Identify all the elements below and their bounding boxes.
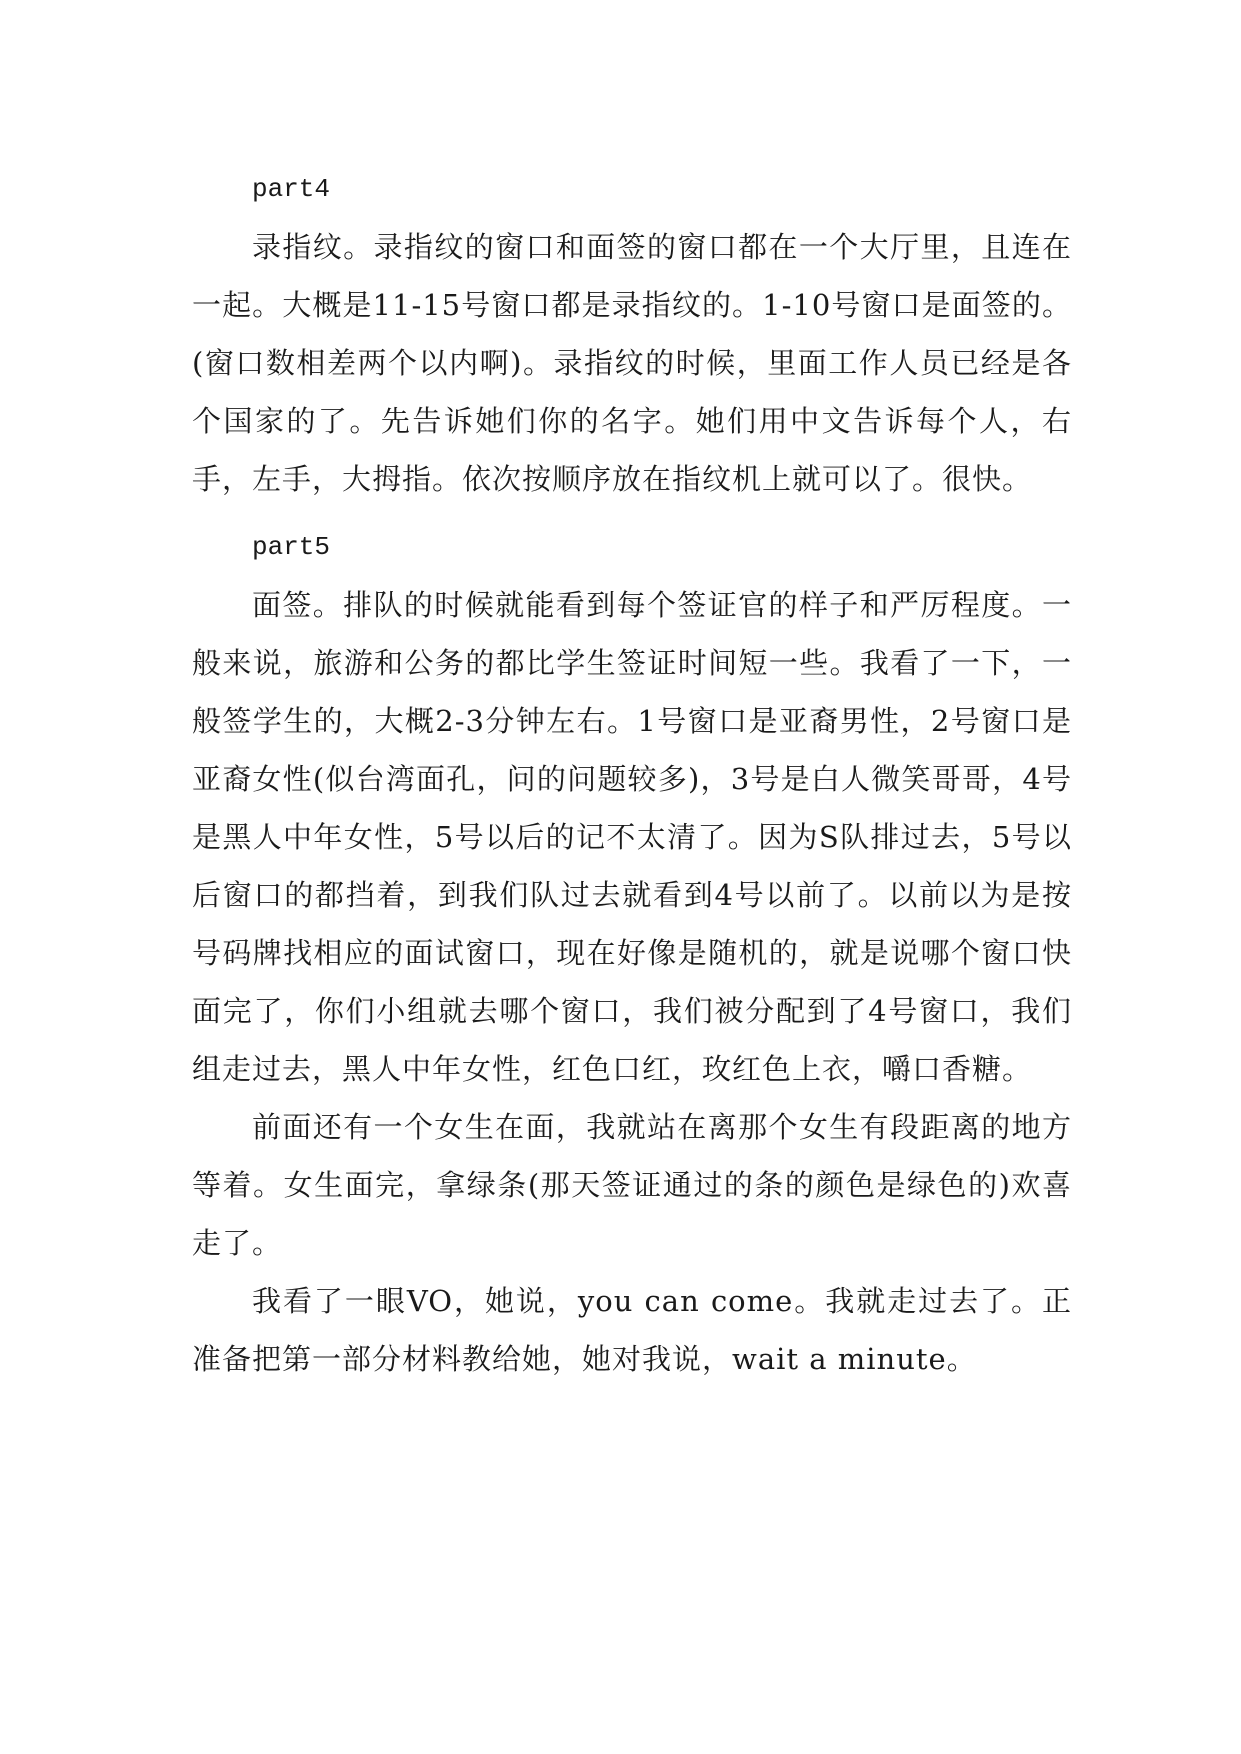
document-page (192, 160, 1072, 1388)
section-heading-part4: part4 (252, 174, 331, 204)
section-spacer (192, 508, 1072, 518)
paragraph-interview: 面签。排队的时候就能看到每个签证官的样子和严厉程度。一般来说，旅游和公务的都比学生签证时间短一些。我看了一下，一般签学生的，大概2-3分钟左右。1号窗口是亚裔男性，2号窗口是亚裔女性(似台湾面孔，问的问题较多)，3号是白人微笑哥哥，4号是黑人中年女性，5号以后的记不太清了。因为S队排过去，5号以后窗口的都挡着，到我们队过去就看到4号以前了。以前以为是按号码牌找相应的面试窗口，现在好像是随机的，就是说哪个窗口快面完了，你们小组就去哪个窗口，我们被分配到了4号窗口，我们组走过去，黑人中年女性，红色口红，玫红色上衣，嚼口香糖。 (192, 588, 1072, 1086)
paragraph-waiting: 前面还有一个女生在面，我就站在离那个女生有段距离的地方等着。女生面完，拿绿条(那天签证通过的条的颜色是绿色的)欢喜走了。 (192, 1110, 1072, 1260)
section-heading-part5: part5 (252, 532, 331, 562)
paragraph-fingerprint: 录指纹。录指纹的窗口和面签的窗口都在一个大厅里，且连在一起。大概是11-15号窗口都是录指纹的。1-10号窗口是面签的。(窗口数相差两个以内啊)。录指纹的时候，里面工作人员已经是各个国家的了。先告诉她们你的名字。她们用中文告诉每个人，右手，左手，大拇指。依次按顺序放在指纹机上就可以了。很快。 (192, 230, 1072, 496)
paragraph-approach: 我看了一眼VO，她说，you can come。我就走过去了。正准备把第一部分材料教给她，她对我说，wait a minute。 (192, 1284, 1072, 1376)
